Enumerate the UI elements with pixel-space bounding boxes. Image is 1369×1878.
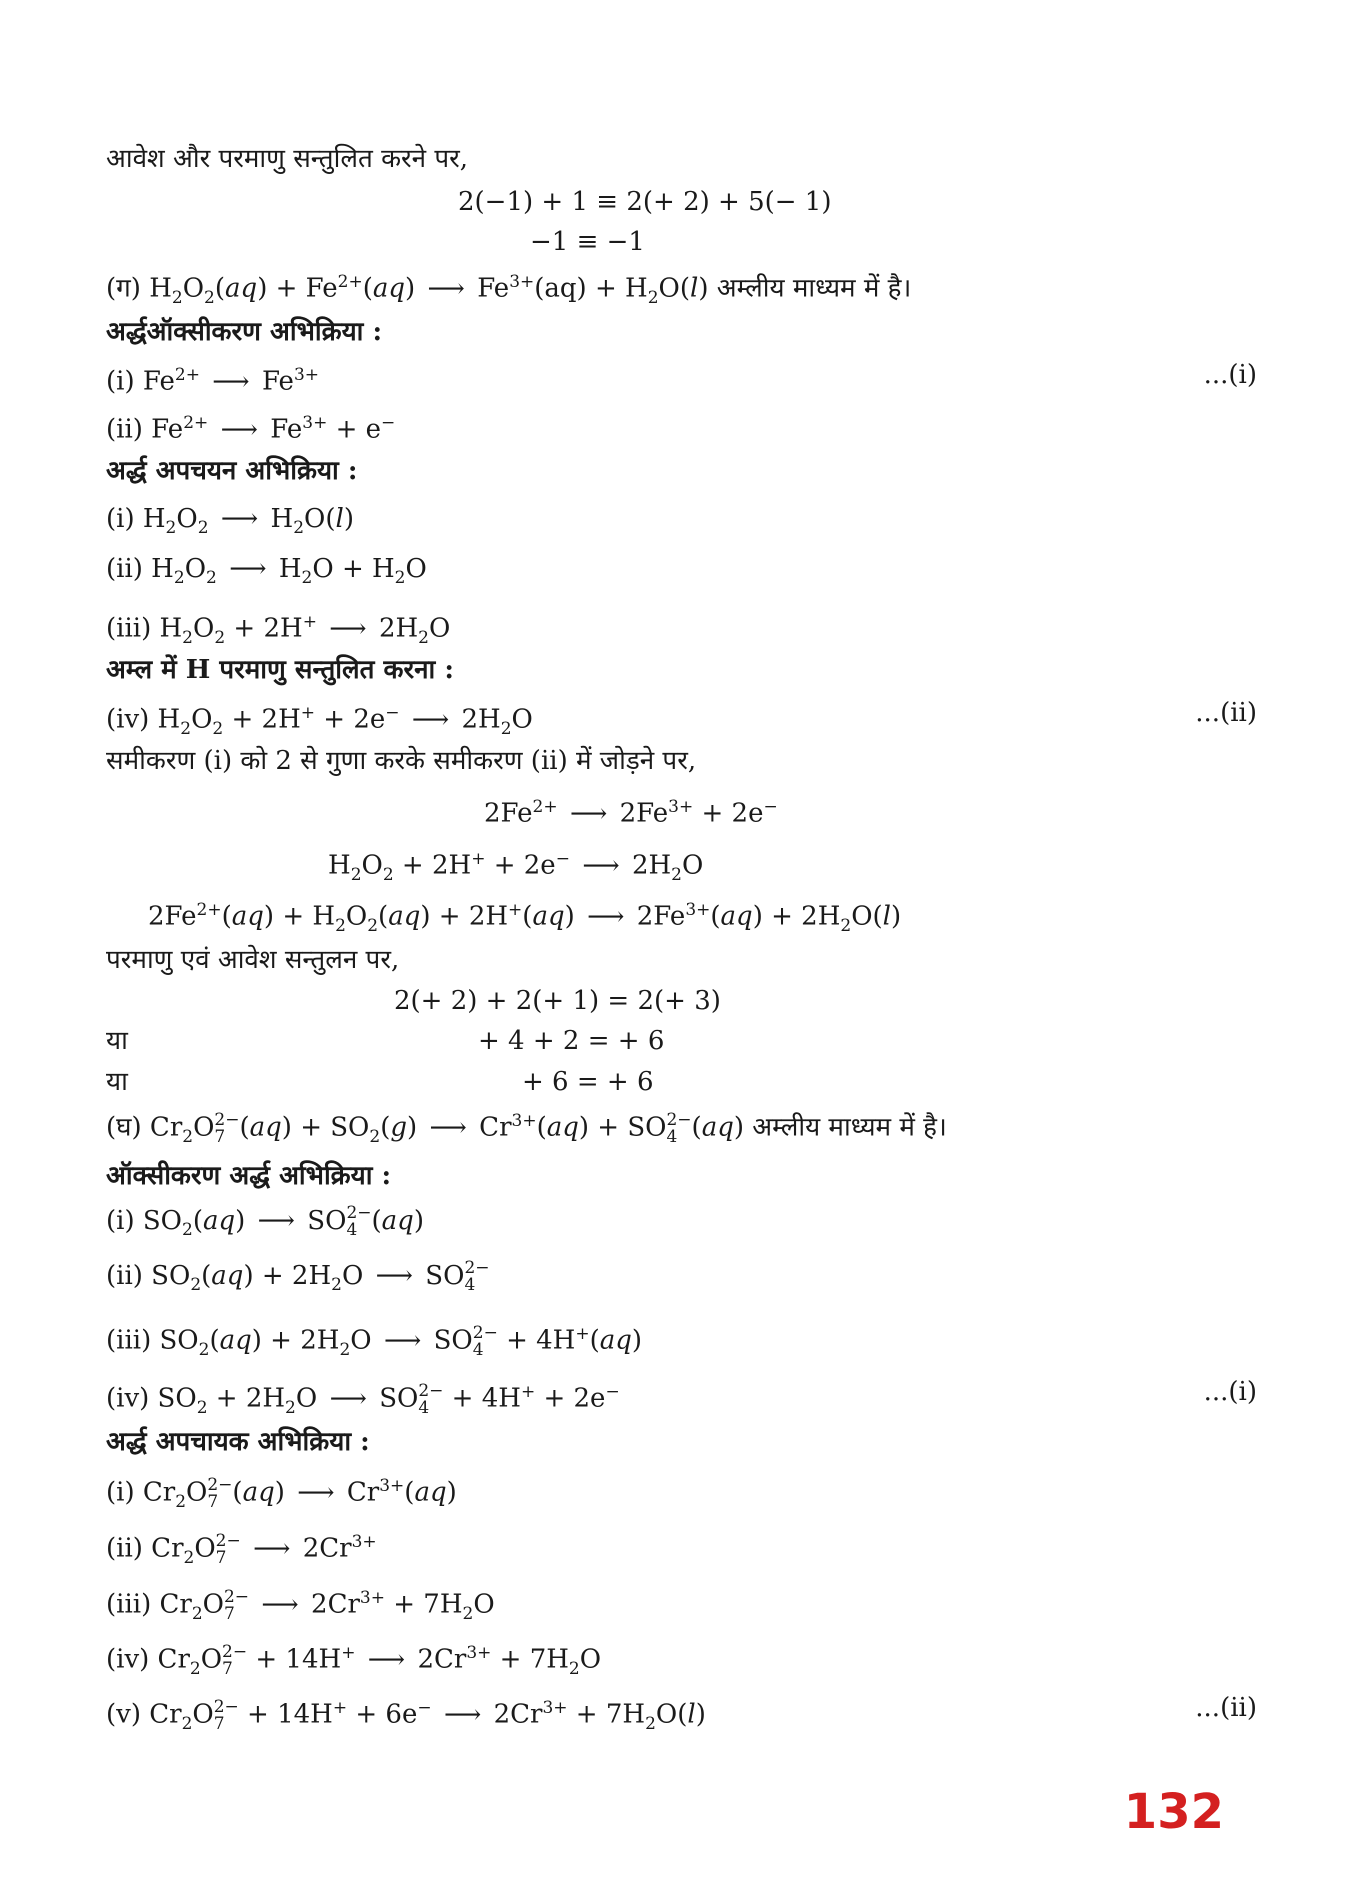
reaction-gh: (घ) $Cr_2O$ 2− 7 $(aq) + SO_2(g)⟶$ $Cr^{3+}(aq)$ + SO 2− 4 (aq) अम्लीय माध्यम में है। [106, 1105, 947, 1153]
equation-tag: ...(ii) [1195, 1693, 1257, 1723]
text-line: या [106, 1026, 128, 1056]
summed-equation: $H_2O_2 + 2H^+$ + 2e−⟶ $2H_2O$ [328, 843, 703, 891]
half-reaction: (ii) $Cr_2O$ 2− 7 ⟶ $2Cr^{3+}$ [106, 1526, 377, 1574]
reaction-label: (घ) [106, 1112, 142, 1143]
equation-tag: ...(i) [1203, 360, 1257, 390]
charge-equation: + 6 = + 6 [522, 1067, 654, 1097]
section-heading: अर्द्धऑक्सीकरण अभिक्रिया : [106, 317, 383, 347]
page-number: 132 [1123, 1784, 1224, 1840]
reaction-note: अम्लीय माध्यम में है। [752, 1112, 947, 1143]
charge-equation: + 4 + 2 = + 6 [478, 1026, 665, 1056]
half-reaction: (i) $Cr_2O$ 2− 7 (aq)⟶ $Cr^{3+}(aq)$ [106, 1470, 457, 1518]
summed-equation: $2Fe^{2+}⟶$ $2Fe^{3+} + 2e^-$ [484, 791, 778, 830]
section-heading: अम्ल में H परमाणु सन्तुलित करना : [106, 655, 454, 685]
text-line: आवेश और परमाणु सन्तुलित करने पर, [106, 144, 469, 174]
section-heading: ऑक्सीकरण अर्द्ध अभिक्रिया : [106, 1161, 392, 1191]
half-reaction: (ii) $H_2O_2⟶$ $H_2O + H_2O$ [106, 553, 427, 594]
equation-tag: ...(i) [1203, 1377, 1257, 1407]
reaction-g: (ग) $H_2O_2(aq)$ + $Fe^{2+}(aq)⟶$ $Fe^{3+}(aq) + H_2O(l)$ अम्लीय माध्यम में है। [106, 266, 911, 314]
half-reaction: (ii) $SO_2(aq)$ + $2H_2O⟶$ SO 2− 4 [106, 1260, 490, 1301]
half-reaction: (i) $H_2O_2⟶$ $H_2O(l)$ [106, 503, 354, 544]
half-reaction: (iii) $H_2O_2$ + 2H+⟶ $2H_2O$ [106, 606, 450, 654]
section-heading: अर्द्ध अपचयन अभिक्रिया : [106, 456, 358, 486]
charge-equation: 2(+ 2) + 2(+ 1) = 2(+ 3) [394, 986, 721, 1016]
half-reaction: (ii) $Fe^{2+}⟶$ $Fe^{3+} + e^-$ [106, 407, 395, 446]
charge-result: −1 ≡ −1 [530, 227, 645, 257]
half-reaction: (iii) $SO_2(aq)$ + $2H_2O⟶$ SO 2− 4 + 4H+(aq) [106, 1318, 642, 1366]
text-line: परमाणु एवं आवेश सन्तुलन पर, [106, 945, 400, 975]
equation-tag: ...(ii) [1195, 698, 1257, 728]
charge-equation: 2(−1) + 1 ≡ 2(+ 2) + 5(− 1) [458, 187, 832, 217]
half-reaction: (iii) $Cr_2O$ 2− 7 ⟶ $2Cr^{3+} + 7H_2O$ [106, 1582, 495, 1630]
reaction-note: अम्लीय माध्यम में है। [716, 273, 912, 304]
half-reaction: (i) $SO_2(aq)⟶$ SO 2− 4 (aq) [106, 1205, 424, 1246]
reaction-label: (ग) [106, 273, 141, 304]
text-line: समीकरण (i) को 2 से गुणा करके समीकरण (ii) में जोड़ने पर, [106, 746, 697, 776]
net-equation: $2Fe^{2+}(aq) + H_2O_2(aq)$ + 2H+(aq)⟶ $2Fe^{3+}(aq) + 2H_2O(l)$ [148, 894, 901, 942]
half-reaction: (iv) $SO_2$ + $2H_2O⟶$ SO 2− 4 + 4H+ + 2e− [106, 1376, 620, 1424]
section-heading: अर्द्ध अपचायक अभिक्रिया : [106, 1427, 370, 1457]
half-reaction: (v) $Cr_2O$ 2− 7 + 14H+ + 6e−⟶ $2Cr^{3+} + 7H_2O(l)$ [106, 1692, 706, 1740]
half-reaction: (iv) $H_2O_2 + 2H^+$ + 2e−⟶ $2H_2O$ [106, 697, 533, 745]
half-reaction: (iv) $Cr_2O$ 2− 7 + 14H+⟶ $2Cr^{3+} + 7H_2O$ [106, 1637, 601, 1685]
half-reaction: (i) $Fe^{2+}⟶$ $Fe^{3+}$ [106, 359, 319, 398]
text-line: या [106, 1067, 128, 1097]
